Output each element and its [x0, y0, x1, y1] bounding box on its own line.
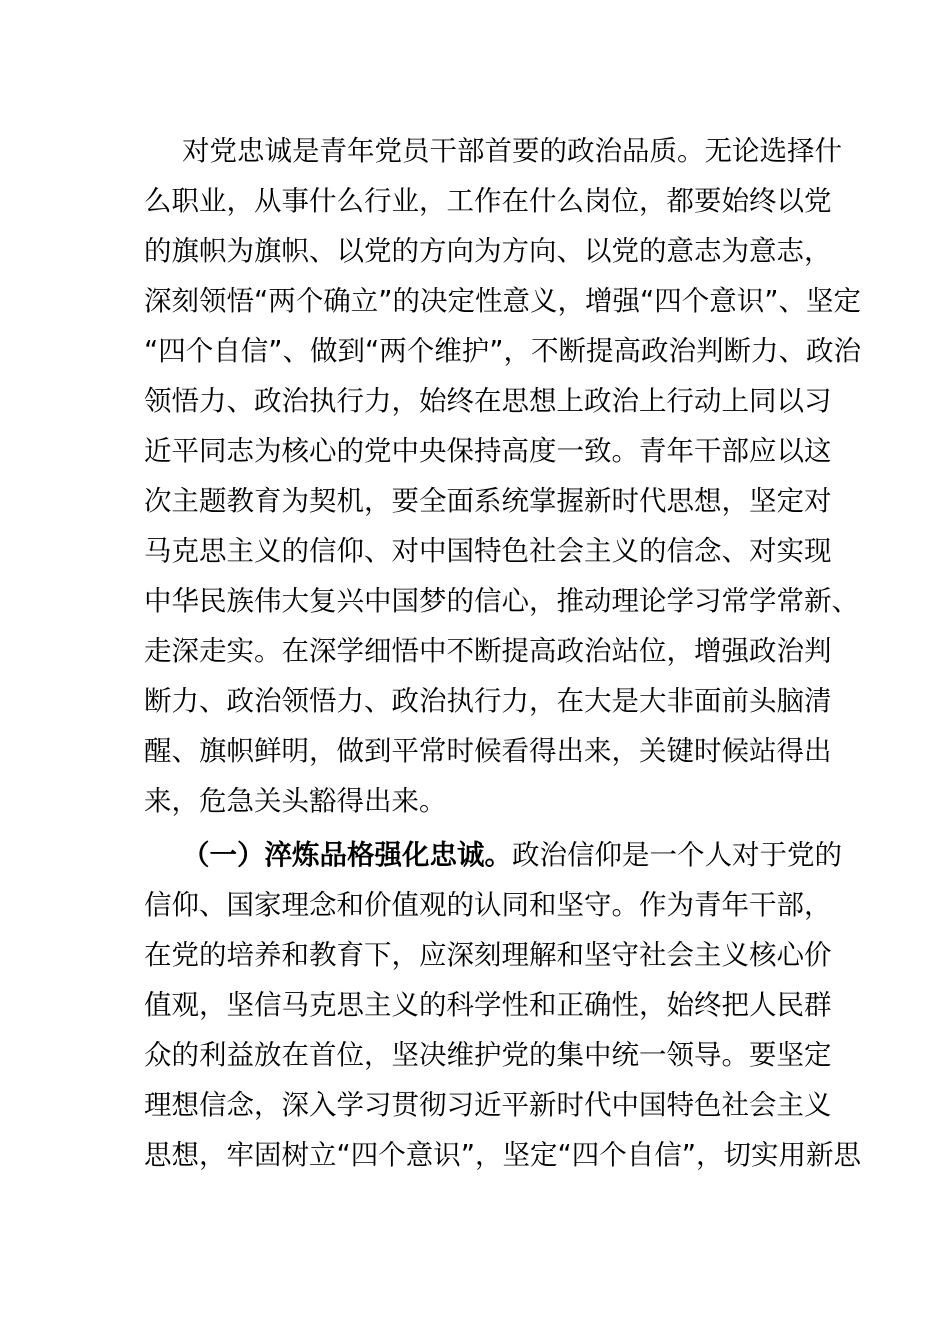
paragraph-text: 政治信仰是一个人对于党的: [512, 839, 842, 871]
paragraph-line: 的旗帜为旗帜、以党的方向为方向、以党的意志为意志，: [144, 235, 832, 267]
paragraph-line: 对党忠诚是青年党员干部首要的政治品质。无论选择什: [182, 135, 842, 167]
paragraph-first-line: [182, 830, 842, 880]
paragraph-line: 中华民族伟大复兴中国梦的信心，推动理论学习常学常新、: [144, 585, 859, 617]
section-heading: （一）淬炼品格强化忠诚。: [182, 839, 512, 871]
paragraph-line: 醒、旗帜鲜明，做到平常时候看得出来，关键时候站得出: [144, 735, 832, 767]
paragraph-line: 深刻领悟“两个确立”的决定性意义，增强“四个意识”、坚定: [144, 285, 861, 317]
paragraph-line: 在党的培养和教育下，应深刻理解和坚守社会主义核心价: [144, 939, 832, 971]
paragraph-line: 走深走实。在深学细悟中不断提高政治站位，增强政治判: [144, 635, 832, 667]
paragraph-line: “四个自信”、做到“两个维护”，不断提高政治判断力、政治: [144, 335, 861, 367]
paragraph-line: 信仰、国家理念和价值观的认同和坚守。作为青年干部，: [144, 889, 832, 921]
paragraph-line: 理想信念，深入学习贯彻习近平新时代中国特色社会主义: [144, 1089, 832, 1121]
paragraph-line: 次主题教育为契机，要全面系统掌握新时代思想，坚定对: [144, 485, 832, 517]
paragraph-line: 众的利益放在首位，坚决维护党的集中统一领导。要坚定: [144, 1039, 832, 1071]
paragraph-line: 领悟力、政治执行力，始终在思想上政治上行动上同以习: [144, 385, 832, 417]
paragraph-line: 近平同志为核心的党中央保持高度一致。青年干部应以这: [144, 435, 832, 467]
paragraph-line: 思想，牢固树立“四个意识”，坚定“四个自信”，切实用新思: [144, 1139, 861, 1171]
paragraph-line: 断力、政治领悟力、政治执行力，在大是大非面前头脑清: [144, 685, 832, 717]
paragraph-line: 么职业，从事什么行业，工作在什么岗位，都要始终以党: [144, 185, 832, 217]
paragraph-line: 马克思主义的信仰、对中国特色社会主义的信念、对实现: [144, 535, 832, 567]
paragraph-line: 来，危急关头豁得出来。: [144, 785, 447, 817]
paragraph-line: 值观，坚信马克思主义的科学性和正确性，始终把人民群: [144, 989, 832, 1021]
